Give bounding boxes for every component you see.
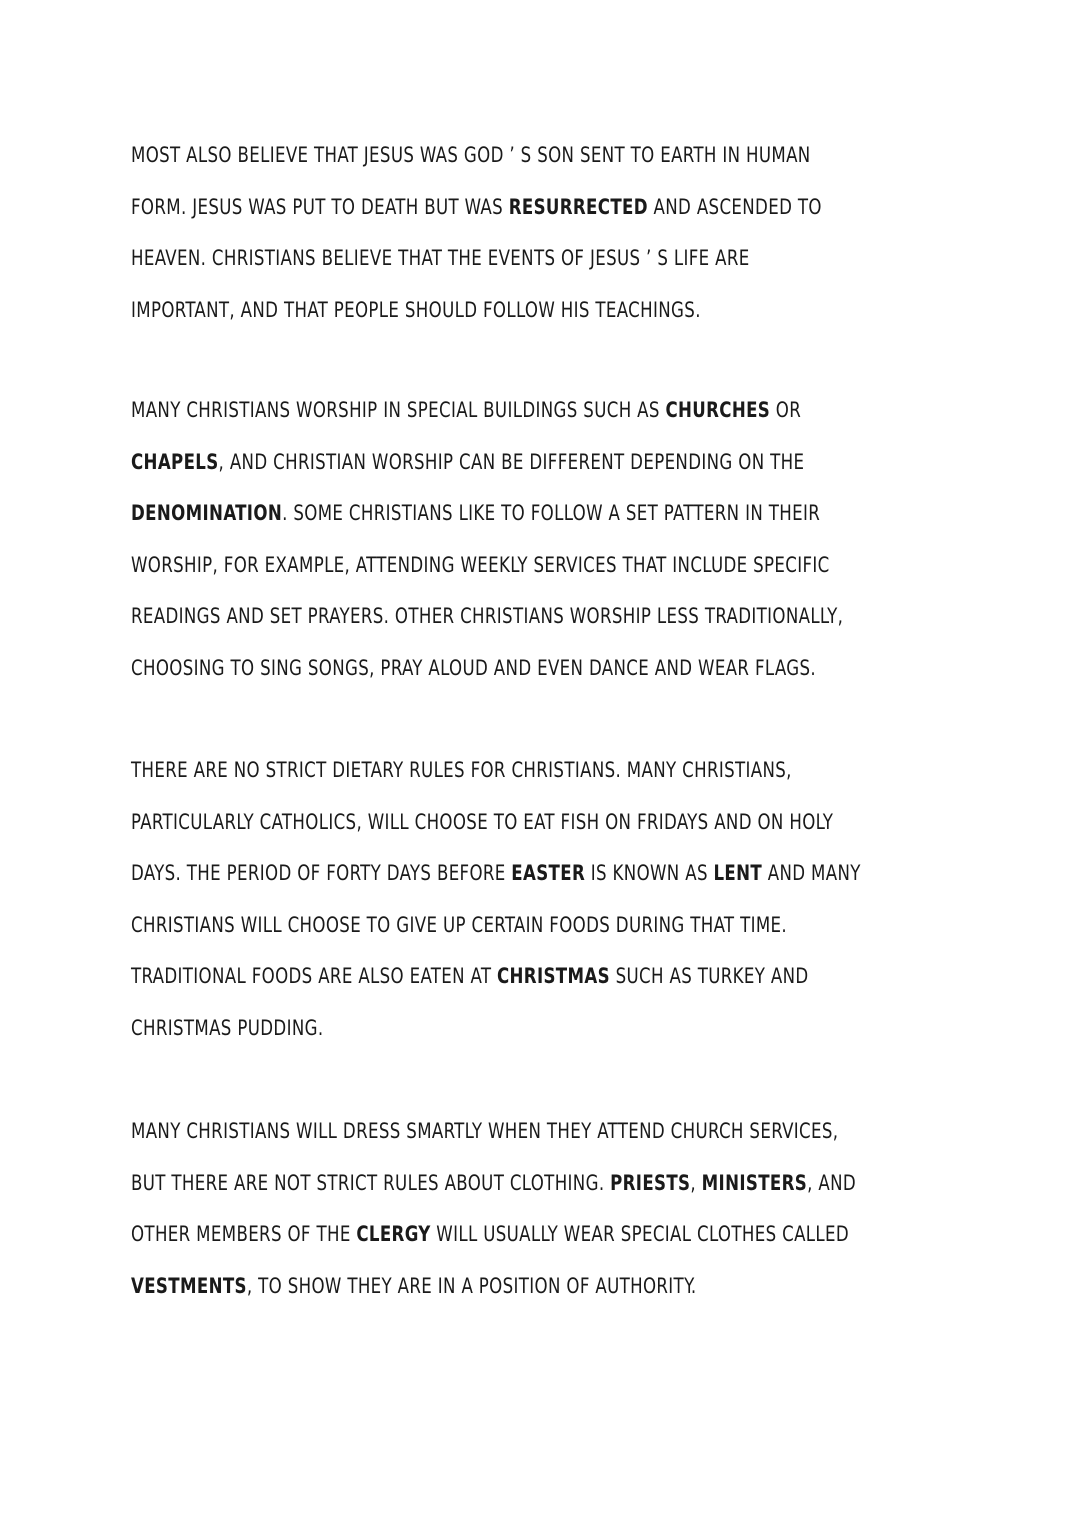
text-run: HEAVEN. CHRISTIANS BELIEVE THAT THE EVENTS OF JESUS ’ S LIFE ARE xyxy=(131,246,750,270)
text-run: IMPORTANT, AND THAT PEOPLE SHOULD FOLLOW HIS TEACHINGS. xyxy=(131,297,701,322)
text-run: SUCH AS TURKEY AND xyxy=(609,964,809,988)
paragraph-diet xyxy=(131,745,961,1054)
text-run: MOST ALSO BELIEVE THAT JESUS WAS GOD ’ S SON SENT TO EARTH IN HUMAN xyxy=(131,143,811,167)
text-line xyxy=(131,285,861,337)
text-run: OR xyxy=(770,398,802,422)
text-line xyxy=(131,437,861,489)
text-line xyxy=(131,540,861,592)
keyword-resurrected: RESURRECTED xyxy=(508,194,648,219)
text-line xyxy=(131,488,861,540)
keyword-ministers: MINISTERS xyxy=(701,1170,808,1195)
text-line xyxy=(131,1261,861,1313)
keyword-christmas: CHRISTMAS xyxy=(496,964,610,988)
text-run: MANY CHRISTIANS WORSHIP IN SPECIAL BUILDINGS SUCH AS xyxy=(131,398,666,422)
text-line xyxy=(131,951,861,1003)
text-run: OTHER MEMBERS OF THE xyxy=(131,1222,357,1246)
text-line xyxy=(131,797,861,849)
text-run: CHRISTMAS PUDDING. xyxy=(131,1015,324,1040)
paragraph-clothing xyxy=(131,1106,961,1312)
keyword-clergy: CLERGY xyxy=(356,1222,431,1246)
text-run: AND MANY xyxy=(762,861,861,885)
text-line xyxy=(131,182,861,234)
text-run: PARTICULARLY CATHOLICS, WILL CHOOSE TO EAT FISH ON FRIDAYS AND ON HOLY xyxy=(131,809,834,834)
text-run: AND ASCENDED TO xyxy=(647,194,822,219)
keyword-priests: PRIESTS xyxy=(610,1170,691,1195)
keyword-denomination: DENOMINATION xyxy=(131,501,283,525)
text-run: , TO SHOW THEY ARE IN A POSITION OF AUTHORITY. xyxy=(246,1273,697,1298)
text-run: WILL USUALLY WEAR SPECIAL CLOTHES CALLED xyxy=(430,1222,850,1246)
text-run: CHOOSING TO SING SONGS, PRAY ALOUD AND EVEN DANCE AND WEAR FLAGS. xyxy=(131,655,817,680)
keyword-vestments: VESTMENTS xyxy=(131,1273,247,1298)
text-line xyxy=(131,900,861,952)
keyword-churches: CHURCHES xyxy=(665,398,771,422)
text-run: MANY CHRISTIANS WILL DRESS SMARTLY WHEN THEY ATTEND CHURCH SERVICES, xyxy=(131,1119,839,1143)
text-line xyxy=(131,1106,861,1158)
text-line xyxy=(131,385,861,437)
paragraph-beliefs xyxy=(131,130,961,336)
text-run: , xyxy=(690,1170,702,1195)
paragraph-worship xyxy=(131,385,961,694)
text-line xyxy=(131,643,861,695)
text-run: FORM. JESUS WAS PUT TO DEATH BUT WAS xyxy=(131,194,509,219)
text-run: THERE ARE NO STRICT DIETARY RULES FOR CHRISTIANS. MANY CHRISTIANS, xyxy=(131,758,792,782)
text-run: , AND xyxy=(807,1170,857,1195)
keyword-lent: LENT xyxy=(713,861,763,885)
keyword-easter: EASTER xyxy=(511,861,586,885)
keyword-chapels: CHAPELS xyxy=(131,449,219,474)
text-line xyxy=(131,1158,861,1210)
text-run: . SOME CHRISTIANS LIKE TO FOLLOW A SET PATTERN IN THEIR xyxy=(282,501,821,525)
text-line xyxy=(131,1003,861,1055)
text-line xyxy=(131,591,861,643)
text-line xyxy=(131,130,861,182)
text-run: WORSHIP, FOR EXAMPLE, ATTENDING WEEKLY SERVICES THAT INCLUDE SPECIFIC xyxy=(131,552,830,577)
text-line xyxy=(131,745,861,797)
text-run: DAYS. THE PERIOD OF FORTY DAYS BEFORE xyxy=(131,861,512,885)
text-run: , AND CHRISTIAN WORSHIP CAN BE DIFFERENT DEPENDING ON THE xyxy=(218,449,805,474)
text-run: IS KNOWN AS xyxy=(585,861,714,885)
text-line xyxy=(131,233,861,285)
text-run: READINGS AND SET PRAYERS. OTHER CHRISTIANS WORSHIP LESS TRADITIONALLY, xyxy=(131,604,844,628)
text-run: CHRISTIANS WILL CHOOSE TO GIVE UP CERTAIN FOODS DURING THAT TIME. xyxy=(131,912,788,937)
text-line xyxy=(131,848,861,900)
text-run: BUT THERE ARE NOT STRICT RULES ABOUT CLOTHING. xyxy=(131,1170,611,1195)
text-line xyxy=(131,1209,861,1261)
text-run: TRADITIONAL FOODS ARE ALSO EATEN AT xyxy=(131,964,497,988)
